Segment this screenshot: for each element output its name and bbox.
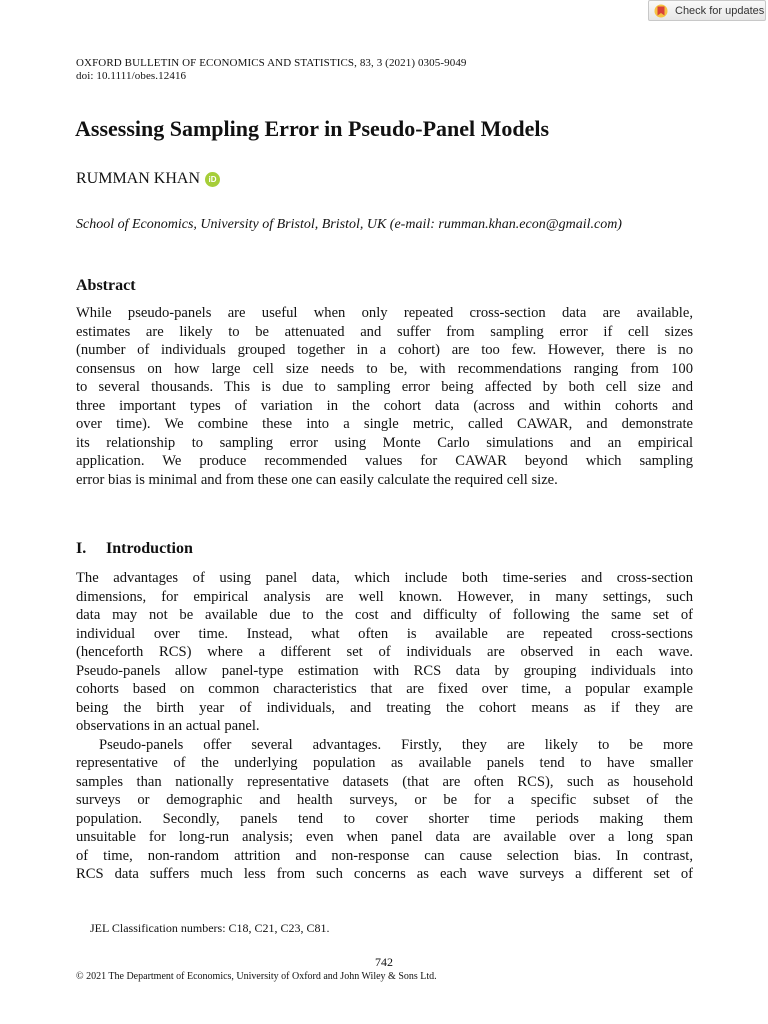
author-name <box>76 169 220 189</box>
doi-link[interactable]: doi: 10.1111/obes.12416 <box>76 70 187 82</box>
body-line: representative of the underlying population as available panels tend to have smaller <box>76 755 693 771</box>
body-line: observations in an actual panel. <box>76 718 260 734</box>
author-affiliation: School of Economics, University of Bristol, Bristol, UK (e-mail: rumman.khan.econ@gmail.com) <box>76 217 622 232</box>
body-line: of time, non-random attrition and non-response can cause selection bias. In contrast, <box>76 847 693 864</box>
author-last-rest: HAN <box>165 170 201 187</box>
abstract-line: While pseudo-panels are useful when only repeated cross-section data are available, <box>76 305 693 321</box>
body-line: dimensions, for empirical analysis are well known. However, in many settings, such <box>76 588 693 605</box>
body-line: population. Secondly, panels tend to cover shorter time periods making them <box>76 810 693 827</box>
copyright-notice: © 2021 The Department of Economics, University of Oxford and John Wiley & Sons Ltd. <box>76 971 437 982</box>
body-line: cohorts based on common characteristics that are fixed over time, a popular example <box>76 681 693 697</box>
page-number <box>0 955 768 970</box>
abstract-line: estimates are likely to be attenuated and suffer from sampling error if cell sizes <box>76 323 693 340</box>
abstract-line: over time). We combine these into a single metric, called CAWAR, and demonstrate <box>76 416 693 432</box>
section-number: I. <box>76 540 87 557</box>
check-for-updates-label: Check for updates <box>675 4 765 17</box>
abstract-line: error bias is minimal and from these one can easily calculate the required cell size. <box>76 471 558 488</box>
body-line: RCS data suffers much less from such concerns as each wave surveys a different set of <box>76 866 693 882</box>
body-line: being the birth year of individuals, and treating the cohort means as if they are <box>76 699 693 716</box>
abstract-heading: Abstract <box>76 277 136 294</box>
author-first-rest: UMMAN <box>86 170 150 187</box>
check-for-updates-button[interactable] <box>648 0 766 21</box>
body-line: (henceforth RCS) where a different set of individuals are observed in each wave. <box>76 644 693 660</box>
abstract-line: to several thousands. This is due to sampling error being affected by both cell size and <box>76 379 693 395</box>
author-last-initial: K <box>153 170 166 187</box>
body-line: surveys or demographic and health surveys, or be for a specific subset of the <box>76 792 693 808</box>
page-number-text: 742 <box>375 955 393 969</box>
orcid-icon[interactable]: iD <box>205 172 220 187</box>
article-title: Assessing Sampling Error in Pseudo-Panel Models <box>75 116 550 141</box>
body-line: unsuitable for long-run analysis; even when panel data are available over a long span <box>76 829 693 845</box>
abstract-body <box>76 304 693 489</box>
abstract-line: three important types of variation in the cohort data (across and within cohorts and <box>76 397 693 414</box>
body-line: samples than nationally representative datasets (that are often RCS), such as household <box>76 773 693 790</box>
body-line: individual over time. Instead, what often is available are repeated cross-sections <box>76 625 693 642</box>
body-line: The advantages of using panel data, which include both time-series and cross-section <box>76 570 693 586</box>
abstract-line: application. We produce recommended values for CAWAR beyond which sampling <box>76 453 693 469</box>
crossmark-icon <box>654 4 668 18</box>
body-line: Pseudo-panels offer several advantages. Firstly, they are likely to be more <box>99 736 693 753</box>
body-line: Pseudo-panels allow panel-type estimation with RCS data by grouping individuals into <box>76 662 693 679</box>
author-first-initial: R <box>76 170 87 187</box>
abstract-line: its relationship to sampling error using Monte Carlo simulations and an empirical <box>76 434 693 451</box>
abstract-line: (number of individuals grouped together in a cohort) are too few. However, there is no <box>76 342 693 358</box>
section-heading-introduction <box>76 539 193 559</box>
section-title: Introduction <box>106 540 193 557</box>
journal-citation: OXFORD BULLETIN OF ECONOMICS AND STATISTICS, 83, 3 (2021) 0305-9049 <box>76 57 467 69</box>
introduction-body <box>76 569 693 884</box>
jel-classification: JEL Classification numbers: C18, C21, C23, C81. <box>90 921 330 935</box>
abstract-line: consensus on how large cell size needs to be, with recommendations ranging from 100 <box>76 360 693 377</box>
body-line: data may not be available due to the cost and difficulty of following the same set of <box>76 607 693 623</box>
